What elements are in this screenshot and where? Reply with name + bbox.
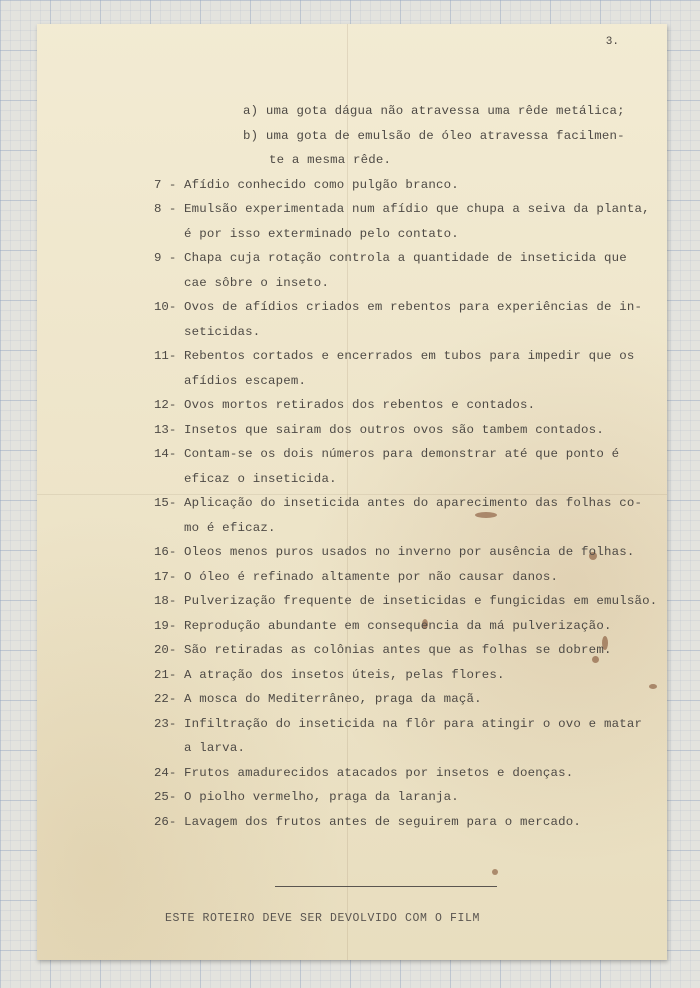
footer-note: ESTE ROTEIRO DEVE SER DEVOLVIDO COM O FILM [165,912,481,925]
item-number: 21- [154,667,177,682]
item-text-line: Frutos amadurecidos atacados por insetos e doenças. [184,765,574,780]
item-number: 12- [154,398,177,412]
item-number: 25- [154,790,177,804]
item-number: 24- [154,765,177,780]
intro-line: te a mesma rêde. [269,153,392,167]
item-number: 19- [154,618,177,633]
intro-line: b) uma gota de emulsão de óleo atravessa facilmen- [243,128,625,143]
item-text-line: O óleo é refinado altamente por não causar danos. [184,569,559,584]
item-number: 14- [154,447,177,461]
fold-line [37,494,667,495]
item-text-line: Afídio conhecido como pulgão branco. [184,177,459,192]
item-text-line: São retiradas as colônias antes que as folhas se dobrem. [184,643,612,657]
item-text-line: Pulverização frequente de inseticidas e fungicidas em emulsão. [184,594,658,608]
item-text-line: seticidas. [184,324,261,339]
item-number: 10- [154,300,177,314]
item-number: 26- [154,814,177,829]
item-text-line: O piolho vermelho, praga da laranja. [184,790,459,804]
item-text-line: A mosca do Mediterrâneo, praga da maçã. [184,692,482,706]
item-number: 23- [154,716,177,731]
item-text-line: Chapa cuja rotação controla a quantidade de inseticida que [184,251,627,265]
item-text-line: eficaz o inseticida. [184,471,337,486]
item-text-line: cae sôbre o inseto. [184,275,330,290]
item-text-line: Insetos que sairam dos outros ovos são tambem contados. [184,422,604,437]
item-text-line: Ovos de afídios criados em rebentos para experiências de in- [184,300,643,314]
page-marker: 3. [605,36,619,48]
item-text-line: Emulsão experimentada num afídio que chupa a seiva da planta, [184,202,650,216]
typewritten-page [37,24,667,960]
item-number: 18- [154,594,177,608]
ink-stain [592,656,599,663]
item-text-line: Rebentos cortados e encerrados em tubos para impedir que os [184,349,635,363]
ink-stain [492,869,498,875]
ink-stain [475,512,497,518]
item-text-line: Infiltração do inseticida na flôr para atingir o ovo e matar [184,716,643,731]
item-text-line: afídios escapem. [184,373,307,388]
item-number: 8 - [154,202,177,216]
item-number: 13- [154,422,177,437]
ink-stain [649,684,657,689]
item-number: 15- [154,496,177,510]
item-number: 22- [154,692,177,706]
item-number: 9 - [154,251,177,265]
item-number: 17- [154,569,177,584]
item-number: 20- [154,643,177,657]
item-text-line: A atração dos insetos úteis, pelas flores. [184,667,505,682]
item-text-line: Ovos mortos retirados dos rebentos e contados. [184,398,536,412]
item-number: 11- [154,349,177,363]
item-text-line: é por isso exterminado pelo contato. [184,226,459,241]
intro-line: a) uma gota dágua não atravessa uma rêde metálica; [243,104,625,118]
item-text-line: Oleos menos puros usados no inverno por ausência de folhas. [184,545,635,559]
item-text-line: Contam-se os dois números para demonstrar até que ponto é [184,447,620,461]
item-text-line: Lavagem dos frutos antes de seguirem para o mercado. [184,814,582,829]
item-number: 16- [154,545,177,559]
item-text-line: a larva. [184,741,246,755]
item-text-line: Aplicação do inseticida antes do aparecimento das folhas co- [184,496,643,510]
item-text-line: mo é eficaz. [184,520,276,535]
item-number: 7 - [154,177,177,192]
divider-rule [275,886,497,887]
item-text-line: Reprodução abundante em consequencia da má pulverização. [184,618,612,633]
